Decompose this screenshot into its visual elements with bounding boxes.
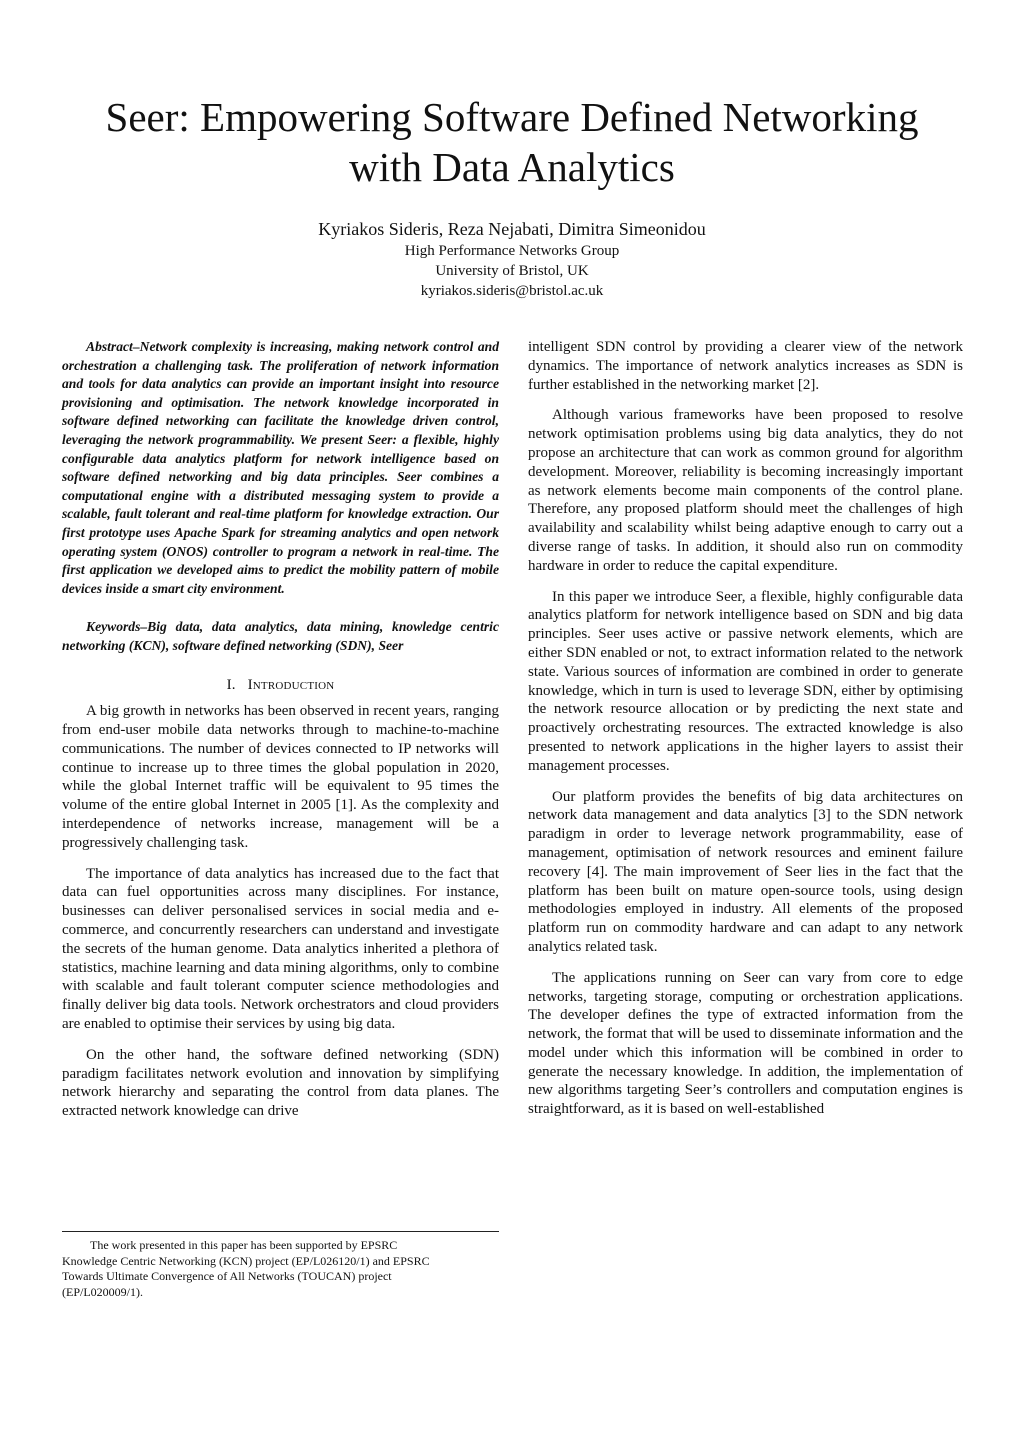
title-line-1: Seer: Empowering Software Defined Networking (105, 94, 919, 140)
right-paragraph-2: Although various frameworks have been proposed to resolve network optimisation problems using big data analytics, they do not propose an architecture that can work as common ground for algorithm development. Moreover, reliability is becoming increasingly important as network elements become main components of the control plane. Therefore, any proposed platform should meet the challenges of high availability and scalability whilst being adaptive enough to carry out a diverse range of tasks. In addition, it should also run on commodity hardware in order to reduce the capital expenditure. (528, 407, 963, 574)
abstract: Abstract–Network complexity is increasing, making network control and orchestration a challenging task. The proliferation of network information and tools for data analytics can provide an important insight into resource provisioning and optimisation. The network knowledge incorporated in software defined networking can facilitate the knowledge driven control, leveraging the network programmability. We present Seer: a flexible, highly configurable data analytics platform for network intelligence based on software defined networking and big data principles. Seer combines a computational engine with a distributed messaging system to provide a scalable, fault tolerant and real-time platform for knowledge extraction. Our first prototype uses Apache Spark for streaming analytics and open network operating system (ONOS) controller to program a network in real-time. The first application we developed aims to predict the mobility pattern of mobile devices inside a smart city environment. (62, 339, 499, 596)
author-list: Kyriakos Sideris, Reza Nejabati, Dimitra Simeonidou (318, 219, 706, 239)
footnote-line-3: Towards Ultimate Convergence of All Networks (TOUCAN) project (62, 1269, 392, 1284)
footnote-divider (62, 1231, 499, 1232)
author-email: kyriakos.sideris@bristol.ac.uk (420, 283, 604, 299)
title-line-2: with Data Analytics (349, 144, 675, 190)
intro-paragraph-3: On the other hand, the software defined networking (SDN) paradigm facilitates network evolution and innovation by simplifying network hierarchy and separating the control from data planes. The extracted network knowledge can drive (62, 1046, 499, 1120)
right-paragraph-3: In this paper we introduce Seer, a flexible, highly configurable data analytics platform for network intelligence based on SDN and big data principles. Seer uses active or passive network elements, which are either SDN enabled or not, to extract information related to the network state. Various sources of information are combined in order to generate knowledge, which in turn is used to leverage SDN, either by optimising the network resource allocation or by predicting the next state and proactively orchestrating resources. The extracted knowledge is also presented to network applications in the higher layers to assist their management processes. (528, 588, 963, 774)
funding-footnote (62, 1238, 492, 1300)
right-paragraph-5: The applications running on Seer can vary from core to edge networks, targeting storage, computing or orchestration applications. The developer defines the type of extracted information from the network, the format that will be used to disseminate information and the model under which this information will be combined in order to generate the necessary knowledge. In addition, the implementation of new algorithms targeting Seer’s controllers and computation engines is straightforward, as it is based on well-established (528, 969, 963, 1118)
intro-paragraph-2: The importance of data analytics has increased due to the fact that data can fuel opportunities across many disciplines. For instance, businesses can deliver personalised services in social media and e-commerce, and concurrently researchers can understand and investigate the secrets of the human genome. Data analytics inherited a plethora of statistics, machine learning and data mining algorithms, only to combine with scalable and fault tolerant computer science methodologies and finally deliver big data tools. Network orchestrators and cloud providers are enabled to optimise their services by using big data. (62, 865, 499, 1033)
right-paragraph-4: Our platform provides the benefits of big data architectures on network data management and data analytics [3] to the SDN network paradigm in order to leverage network programmability, ease of management, optimisation of network resources and eminent failure recovery [4]. The main improvement of Seer lies in the fact that the platform has been built on mature open-source tools, using design methodologies employed in industry. All elements of the proposed platform run on commodity hardware and can adapt to any network analytics related task. (528, 788, 963, 955)
footnote-line-4: (EP/L020009/1). (62, 1284, 143, 1299)
section-number: I. (226, 676, 236, 693)
affiliation-university: University of Bristol, UK (435, 263, 589, 279)
right-paragraph-1: intelligent SDN control by providing a clearer view of the network dynamics. The importance of network analytics increases as SDN is further established in the networking market [2]. (528, 339, 963, 393)
keywords: Keywords–Big data, data analytics, data mining, knowledge centric networking (KCN), software defined networking (SDN), Seer (62, 619, 499, 653)
footnote-line-2: Knowledge Centric Networking (KCN) project (EP/L026120/1) and EPSRC (62, 1253, 430, 1268)
footnote-line-1: The work presented in this paper has been supported by EPSRC (90, 1238, 398, 1252)
paper-title (60, 92, 964, 192)
section-title: Introduction (247, 676, 335, 693)
section-heading-introduction (62, 676, 499, 695)
right-column (528, 338, 963, 1131)
left-column (62, 338, 499, 1133)
intro-paragraph-1: A big growth in networks has been observed in recent years, ranging from end-user mobile data networks through to machine-to-machine communications. The number of devices connected to IP networks will continue to increase up to three times the global population in 2020, while the global Internet traffic will be equivalent to 95 times the volume of the entire global Internet in 2005 [1]. As the complexity and interdependence of networks increase, management will be a progressively challenging task. (62, 703, 499, 851)
affiliation-group: High Performance Networks Group (404, 243, 620, 259)
